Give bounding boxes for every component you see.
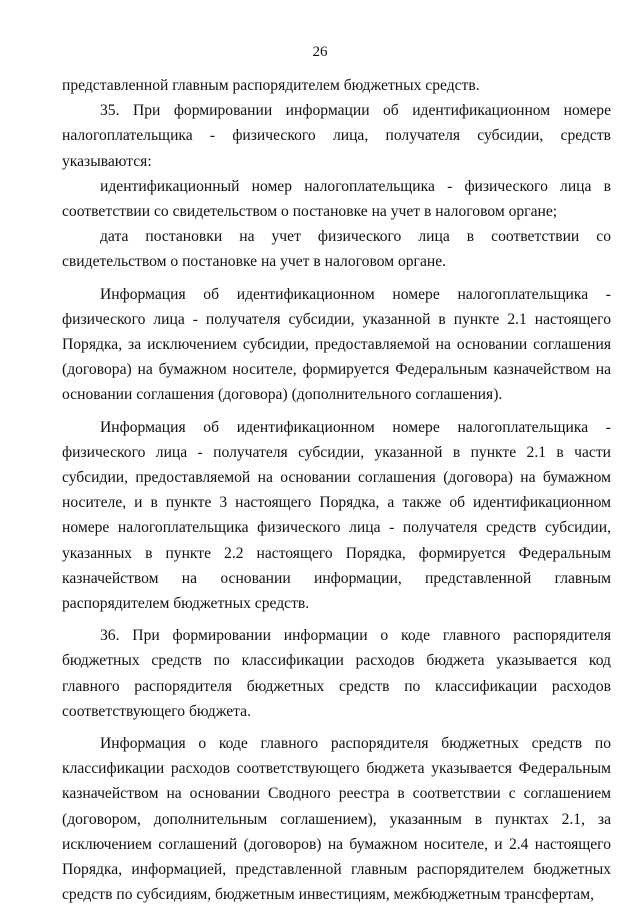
paragraph-inn-info-1: Информация об идентификационном номере налогоплательщика - физического лица - получателя субсидии, указанной в пункте 2.1 настоящего Порядка, за исключением субсидии, предоставляемой на основании соглашения (договора) на бумажном носителе, формируется Федеральным казначейством на основании соглашения (договора) (дополнительного соглашения). <box>62 285 611 404</box>
paragraph-item-36: 36. При формировании информации о коде главного распорядителя бюджетных средств по классификации расходов бюджета указывается код главного распорядителя бюджетных средств по классификации расходов соответствующего бюджета. <box>62 627 611 720</box>
paragraph-inn-item: идентификационный номер налогоплательщика - физического лица в соответствии со свидетельством о постановке на учет в налоговом органе; <box>62 177 611 221</box>
paragraph-continuation: представленной главным распорядителем бюджетных средств. <box>62 77 480 94</box>
paragraph-inn-info-2: Информация об идентификационном номере налогоплательщика - физического лица - получателя субсидии, указанной в пункте 2.1 в части субсидии, предоставляемой на основании соглашения (договора) на бумажном носителе, и в пункте 3 настоящего Порядка, а также об идентификационном номере налогоплательщика физического лица - получателя средств субсидии, указанных в пункте 2.2 настоящего Порядка, формируется Федеральным казначейством на основании информации, представленной главным распорядителем бюджетных средств. <box>62 418 611 613</box>
document-body <box>62 73 611 908</box>
paragraph-registration-date-item: дата постановки на учет физического лица в соответствии со свидетельством о постановке на учет в налоговом органе. <box>62 228 611 271</box>
paragraph-item-35: 35. При формировании информации об идентификационном номере налогоплательщика - физического лица, получателя субсидии, средств указываются: <box>62 102 611 170</box>
paragraph-budget-code-info: Информация о коде главного распорядителя бюджетных средств по классификации расходов соответствующего бюджета указывается Федеральным казначейством на основании Сводного реестра в соответствии с соглашением (договором, дополнительным соглашением), указанным в пунктах 2.1, за исключением соглашений (договоров) на бумажном носителе, и 2.4 настоящего Порядка, информацией, представленной главным распорядителем бюджетных средств по субсидиям, бюджетным инвестициям, межбюджетным трансфертам, <box>62 735 611 904</box>
page-number: 26 <box>312 44 328 60</box>
